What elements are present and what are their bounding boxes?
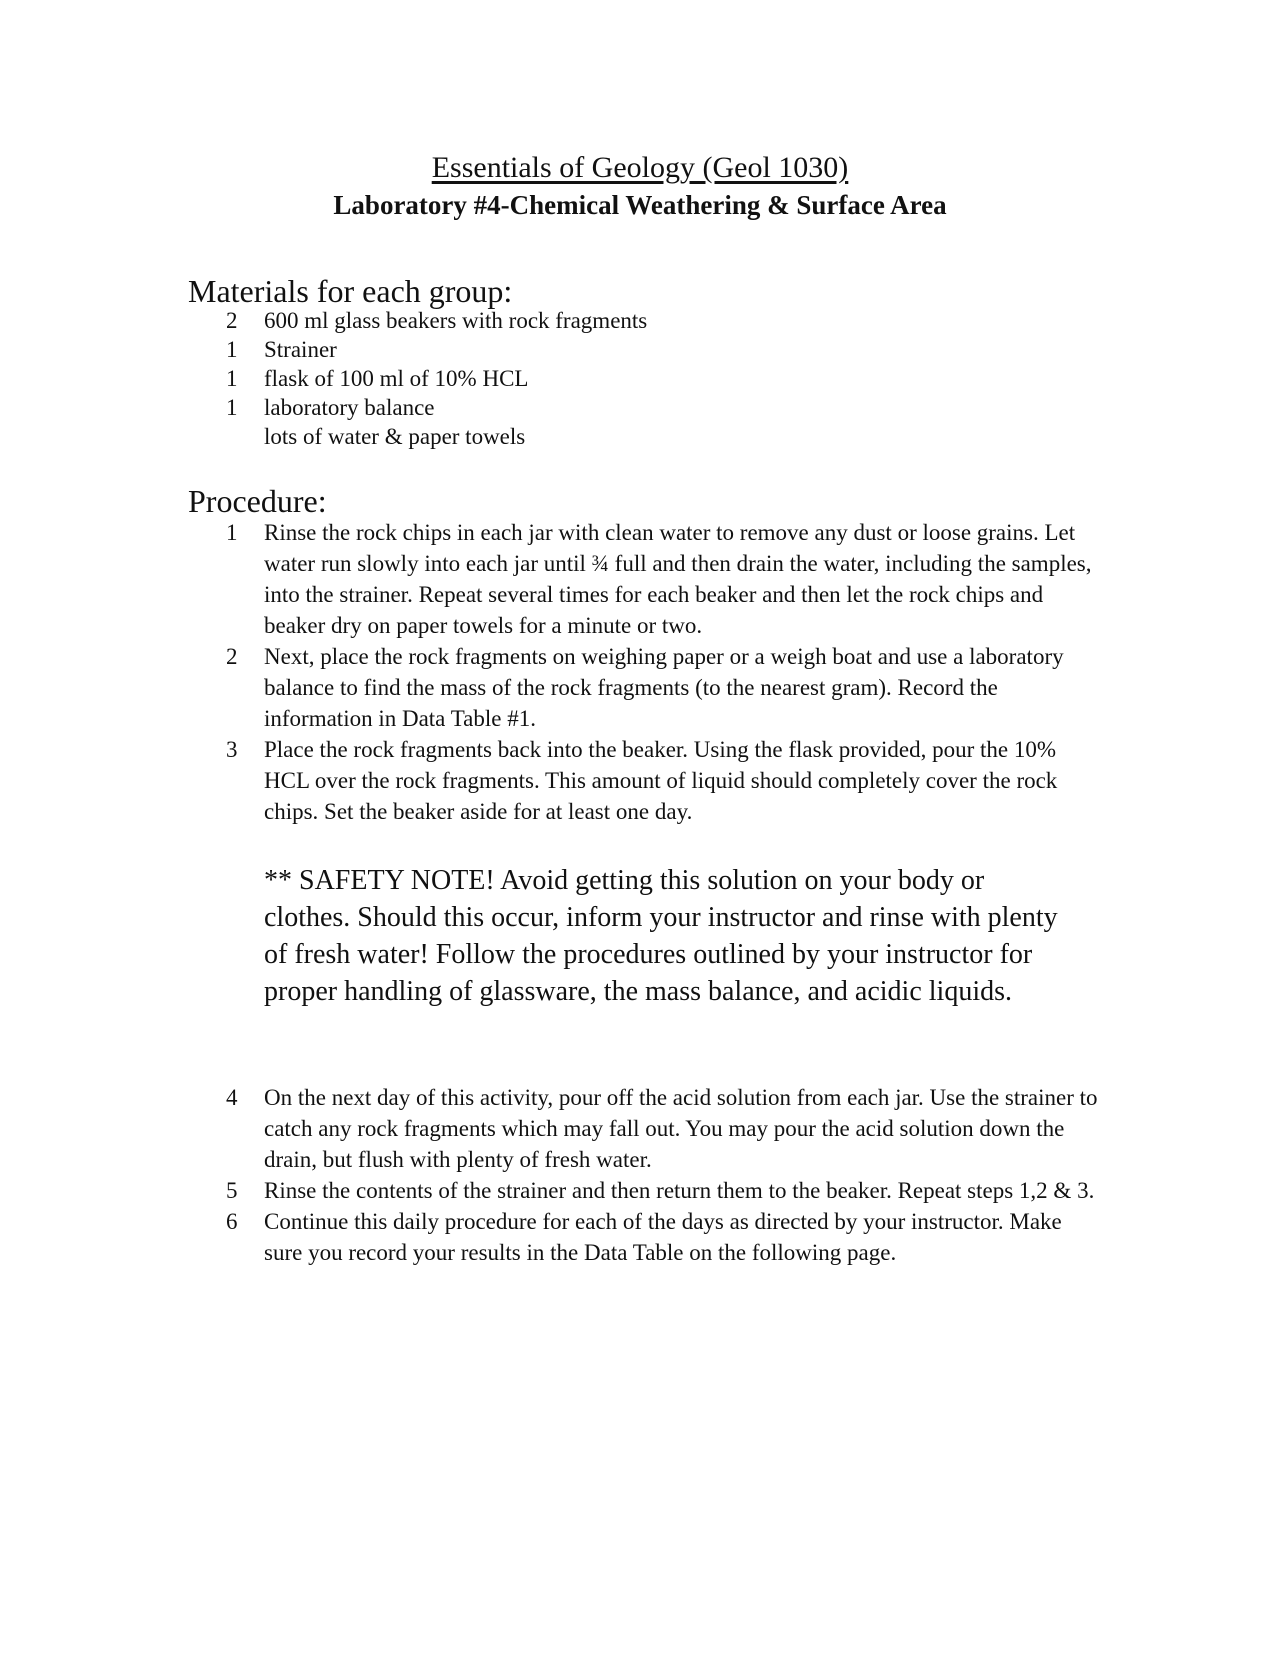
materials-item-qty: 1 [226, 337, 238, 362]
procedure-step-number: 2 [226, 644, 238, 669]
materials-item-qty: 1 [226, 366, 238, 391]
procedure-step-text: Next, place the rock fragments on weighing paper or a weigh boat and use a laboratory balance to find the mass of the rock fragments (to the nearest gram). Record the information in Data Table #1. [264, 644, 1064, 731]
procedure-step-number: 3 [226, 737, 238, 762]
procedure-step [220, 641, 1100, 734]
procedure-step [220, 517, 1100, 641]
materials-item-text: 600 ml glass beakers with rock fragments [264, 308, 648, 333]
materials-item [220, 364, 1100, 393]
procedure-step [220, 734, 1100, 827]
procedure-heading: Procedure: [188, 483, 327, 519]
materials-item-qty [220, 422, 264, 451]
procedure-step-number: 4 [226, 1085, 238, 1110]
procedure-step-text: Rinse the rock chips in each jar with clean water to remove any dust or loose grains. Let water run slowly into each jar until ¾ full and then drain the water, including the samples, into the strainer. Repeat several times for each beaker and then let the rock chips and beaker dry on paper towels for a minute or two. [264, 520, 1092, 638]
procedure-step-text: On the next day of this activity, pour off the acid solution from each jar. Use the strainer to catch any rock fragments which may fall out. You may pour the acid solution down the drain, but flush with plenty of fresh water. [264, 1085, 1098, 1172]
procedure-step-number: 1 [226, 520, 238, 545]
materials-item [220, 335, 1100, 364]
materials-item-qty: 1 [226, 395, 238, 420]
lab-title: Laboratory #4-Chemical Weathering & Surface Area [333, 190, 947, 220]
materials-item [220, 422, 1100, 451]
materials-item [220, 393, 1100, 422]
safety-note: ** SAFETY NOTE! Avoid getting this solution on your body or clothes. Should this occur, inform your instructor and rinse with plenty of fresh water! Follow the procedures outlined by your instructor for proper handling of glassware, the mass balance, and acidic liquids. [264, 865, 1058, 1007]
procedure-step-number: 5 [226, 1178, 238, 1203]
procedure-step-text: Rinse the contents of the strainer and then return them to the beaker. Repeat steps 1,2 & 3. [264, 1178, 1095, 1203]
procedure-step [220, 1206, 1100, 1268]
materials-heading: Materials for each group: [188, 273, 513, 309]
procedure-list [220, 517, 1100, 827]
materials-item-text: flask of 100 ml of 10% HCL [264, 366, 529, 391]
procedure-step-number: 6 [226, 1209, 238, 1234]
materials-list [220, 306, 1100, 451]
materials-item [220, 306, 1100, 335]
course-title: Essentials of Geology (Geol 1030) [431, 151, 849, 184]
materials-item-qty: 2 [226, 308, 238, 333]
procedure-list-continued [220, 1082, 1100, 1268]
materials-item-text: Strainer [264, 337, 337, 362]
procedure-step-text: Place the rock fragments back into the beaker. Using the flask provided, pour the 10% HCL over the rock fragments. This amount of liquid should completely cover the rock chips. Set the beaker aside for at least one day. [264, 737, 1058, 824]
materials-item-text: laboratory balance [264, 395, 435, 420]
procedure-step [220, 1175, 1100, 1206]
procedure-step-text: Continue this daily procedure for each of the days as directed by your instructor. Make sure you record your results in the Data Table on the following page. [264, 1209, 1062, 1265]
procedure-step [220, 1082, 1100, 1175]
materials-item-text: lots of water & paper towels [264, 424, 526, 449]
